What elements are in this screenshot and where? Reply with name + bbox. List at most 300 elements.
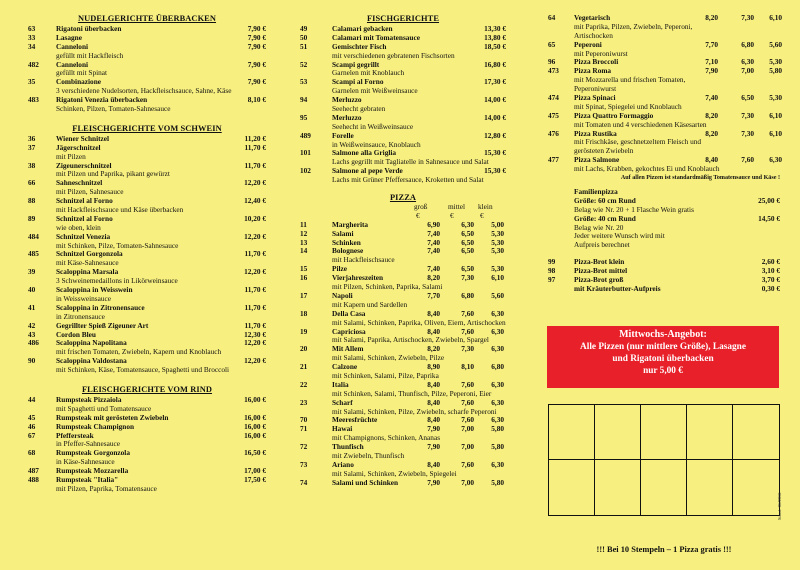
item-price: 5,30 bbox=[491, 228, 504, 238]
item-price: 7,70 bbox=[705, 39, 718, 49]
item-number: 70 bbox=[300, 415, 308, 425]
item-number: 473 bbox=[548, 66, 559, 76]
menu-line bbox=[300, 256, 506, 265]
item-description: mit Pilzen und Paprika, pikant gewürzt bbox=[56, 169, 170, 179]
item-price: 7,60 bbox=[461, 326, 474, 336]
item-name: Rumpsteak Pizzaiola bbox=[56, 394, 122, 404]
item-number: 65 bbox=[548, 39, 556, 49]
item-price: 11,20 € bbox=[244, 133, 266, 143]
item-name: Pfeffersteak bbox=[56, 430, 94, 440]
item-name: Pizza-Brot groß bbox=[574, 275, 624, 285]
item-name: Vegetarisch bbox=[574, 13, 611, 22]
menu-line bbox=[300, 354, 506, 363]
item-description: mit Käse-Sahnesauce bbox=[56, 258, 119, 268]
item-name: Jägerschnitzel bbox=[56, 142, 101, 152]
item-price: 8,40 bbox=[427, 326, 440, 336]
item-price: 10,20 € bbox=[244, 213, 266, 223]
menu-line bbox=[300, 176, 506, 185]
item-description: mit Pilzen, Schinken, Paprika, Salami bbox=[332, 282, 443, 292]
item-description: mit Pilzen bbox=[56, 151, 86, 161]
item-price: 7,60 bbox=[461, 397, 474, 407]
item-number: 44 bbox=[28, 394, 36, 404]
family-price: 25,00 € bbox=[758, 195, 780, 205]
item-price: 6,10 bbox=[491, 273, 504, 283]
stamp-cell bbox=[641, 460, 687, 515]
item-description: mit Frischkäse, geschnetzeltem Fleisch und bbox=[574, 137, 702, 147]
item-name: Schnitzel Venezia bbox=[56, 231, 111, 241]
menu-line bbox=[300, 416, 506, 425]
item-description: mit Salami, Paprika, Artischocken, Zwiebeln, Spargel bbox=[332, 335, 489, 345]
menu-line bbox=[300, 283, 506, 292]
family-size: Größe: 40 cm Rund bbox=[574, 213, 636, 223]
item-number: 14 bbox=[300, 246, 308, 256]
offer-price: nur 5,00 € bbox=[643, 366, 683, 376]
item-description: Garnelen mit Weißweinsauce bbox=[332, 86, 418, 96]
item-number: 476 bbox=[548, 128, 559, 138]
menu-line bbox=[300, 221, 506, 230]
item-price: 7,90 bbox=[705, 66, 718, 76]
menu-line bbox=[300, 319, 506, 328]
menu-line bbox=[28, 485, 266, 494]
item-price: 6,80 bbox=[491, 362, 504, 372]
item-description: mit Schinken, Salami, Pilze, Paprika bbox=[332, 370, 439, 380]
item-price: 2,60 € bbox=[761, 257, 780, 267]
item-price: 8,20 bbox=[705, 110, 718, 120]
section-title: FISCHGERICHTE bbox=[366, 14, 440, 23]
item-number: 40 bbox=[28, 285, 36, 295]
menu-line bbox=[300, 105, 506, 114]
item-price: 6,50 bbox=[461, 264, 474, 274]
item-price: 0,30 € bbox=[761, 283, 780, 293]
item-price: 7,60 bbox=[461, 415, 474, 425]
item-name: Thunfisch bbox=[332, 442, 364, 452]
item-price: 8,40 bbox=[427, 397, 440, 407]
item-number: 485 bbox=[28, 249, 39, 259]
item-price: 6,30 bbox=[769, 155, 782, 165]
item-price: 8,90 bbox=[427, 362, 440, 372]
spacer bbox=[28, 114, 266, 124]
menu-line bbox=[300, 301, 506, 310]
item-number: 88 bbox=[28, 196, 36, 206]
item-price: 16,00 € bbox=[244, 430, 266, 440]
item-number: 489 bbox=[300, 130, 311, 140]
item-description: in Käse-Sahnesauce bbox=[56, 457, 115, 467]
item-name: Hawai bbox=[332, 424, 353, 434]
item-number: 52 bbox=[300, 59, 308, 69]
item-number: 17 bbox=[300, 290, 308, 300]
item-name: Calamari gebacken bbox=[332, 24, 393, 33]
family-price: 14,50 € bbox=[758, 213, 780, 223]
item-price: 17,50 € bbox=[244, 474, 266, 484]
item-price: 6,30 bbox=[491, 326, 504, 336]
item-name: Mit Allem bbox=[332, 344, 364, 354]
item-price: 12,20 € bbox=[244, 231, 266, 241]
currency-header: € bbox=[450, 210, 454, 220]
item-price: 6,30 bbox=[491, 308, 504, 318]
item-description: Schinken, Pilzen, Tomaten-Sahnesauce bbox=[56, 104, 171, 114]
menu-line bbox=[300, 372, 506, 381]
item-description: in Weissweinsauce bbox=[56, 293, 112, 303]
item-price: 8,20 bbox=[705, 13, 718, 22]
item-price: 7,60 bbox=[461, 459, 474, 469]
item-price: 7,40 bbox=[427, 237, 440, 247]
item-price: 12,40 € bbox=[244, 196, 266, 206]
item-price: 6,30 bbox=[491, 459, 504, 469]
item-number: 37 bbox=[28, 142, 36, 152]
item-number: 41 bbox=[28, 302, 36, 312]
item-price: 5,30 bbox=[491, 246, 504, 256]
item-price: 13,30 € bbox=[484, 24, 506, 33]
menu-line bbox=[300, 52, 506, 61]
item-price: 11,70 € bbox=[244, 285, 266, 295]
item-number: 94 bbox=[300, 95, 308, 105]
offer-line: Alle Pizzen (nur mittlere Größe), Lasagne bbox=[580, 342, 746, 352]
item-price: 12,20 € bbox=[244, 338, 266, 348]
item-number: 484 bbox=[28, 231, 39, 241]
item-price: 6,30 bbox=[491, 344, 504, 354]
item-name: Pizza Broccoli bbox=[574, 57, 619, 67]
item-price: 11,70 € bbox=[244, 160, 266, 170]
item-description: in Pfeffer-Sahnesauce bbox=[56, 439, 120, 449]
menu-line bbox=[300, 452, 506, 461]
item-number: 487 bbox=[28, 466, 39, 476]
item-description: in Zitronensauce bbox=[56, 311, 105, 321]
item-description: mit Zwiebeln, Thunfisch bbox=[332, 450, 405, 460]
item-description: 3 verschiedene Nudelsorten, Hackfleischsauce, Sahne, Käse bbox=[56, 86, 232, 96]
wednesday-offer bbox=[547, 326, 779, 388]
item-price: 8,40 bbox=[705, 155, 718, 165]
family-extra: Jeder weitere Wunsch wird mit bbox=[574, 231, 665, 241]
item-price: 12,20 € bbox=[244, 178, 266, 188]
item-description: Seehecht in Weißweinsauce bbox=[332, 121, 414, 131]
item-number: 475 bbox=[548, 110, 559, 120]
menu-line bbox=[28, 105, 266, 114]
item-name: mit Kräuterbutter-Aufpreis bbox=[574, 283, 661, 293]
item-price: 7,30 bbox=[741, 13, 754, 22]
item-name: Salmone alla Griglia bbox=[332, 148, 397, 158]
item-name: Zigeunerschnitzel bbox=[56, 160, 112, 170]
item-name: Meeresfrüchte bbox=[332, 415, 378, 425]
section-title: FLEISCHGERICHTE VOM RIND bbox=[81, 384, 213, 394]
stamp-cell bbox=[733, 460, 779, 515]
item-description: mit Pilzen, Paprika, Tomatensauce bbox=[56, 483, 157, 493]
offer-title: Mittwochs-Angebot: bbox=[619, 329, 707, 340]
spacer bbox=[28, 375, 266, 385]
item-price: 7,90 bbox=[427, 477, 440, 487]
section-title: FLEISCHGERICHTE VOM SCHWEIN bbox=[72, 123, 222, 133]
item-price: 8,10 bbox=[461, 362, 474, 372]
family-size: Größe: 60 cm Rund bbox=[574, 195, 636, 205]
stamp-cell bbox=[641, 405, 687, 460]
item-name: Gemischter Fisch bbox=[332, 41, 387, 51]
item-number: 66 bbox=[28, 178, 36, 188]
item-number: 482 bbox=[28, 59, 39, 69]
item-number: 96 bbox=[548, 57, 556, 67]
item-number: 97 bbox=[548, 275, 556, 285]
size-header: mittel bbox=[448, 202, 466, 212]
item-name: Lasagne bbox=[56, 32, 82, 42]
item-name: Scaloppina Napolitana bbox=[56, 338, 127, 348]
item-name: Rumpsteak mit gerösteten Zwiebeln bbox=[56, 412, 169, 422]
menu-line bbox=[548, 165, 780, 174]
print-date: Stand: 06/2018 bbox=[777, 492, 782, 520]
item-price: 5,80 bbox=[491, 477, 504, 487]
item-name: Bolognese bbox=[332, 246, 364, 256]
item-number: 98 bbox=[548, 266, 556, 276]
item-price: 7,30 bbox=[741, 128, 754, 138]
currency-header: € bbox=[480, 210, 484, 220]
item-name: Scampi al Forno bbox=[332, 77, 384, 87]
item-number: 474 bbox=[548, 93, 559, 103]
item-price: 7,90 € bbox=[247, 41, 266, 51]
item-name: Vierjahreszeiten bbox=[332, 273, 384, 283]
item-price: 7,00 bbox=[461, 477, 474, 487]
item-name: Pizza Salmone bbox=[574, 155, 620, 165]
stamp-cell bbox=[549, 405, 595, 460]
item-number: 43 bbox=[28, 329, 36, 339]
menu-line bbox=[300, 212, 506, 221]
item-price: 5,60 bbox=[491, 290, 504, 300]
item-price: 8,10 € bbox=[247, 95, 266, 105]
item-number: 42 bbox=[28, 320, 36, 330]
item-price: 14,00 € bbox=[484, 112, 506, 122]
item-price: 6,30 bbox=[741, 57, 754, 67]
stamp-cell bbox=[595, 460, 641, 515]
item-name: Pizza-Brot klein bbox=[574, 257, 625, 267]
item-price: 7,30 bbox=[461, 273, 474, 283]
item-price: 6,10 bbox=[769, 13, 782, 22]
item-price: 6,30 bbox=[491, 397, 504, 407]
item-price: 7,40 bbox=[427, 228, 440, 238]
item-price: 6,50 bbox=[461, 246, 474, 256]
item-price: 7,90 € bbox=[247, 59, 266, 69]
item-name: Wiener Schnitzel bbox=[56, 133, 110, 143]
item-name: Margherita bbox=[332, 219, 369, 229]
item-name: Sahneschnitzel bbox=[56, 178, 103, 188]
item-name: Salami und Schinken bbox=[332, 477, 399, 487]
item-number: 74 bbox=[300, 477, 308, 487]
item-name: Rigatoni überbacken bbox=[56, 24, 122, 33]
size-header: groß bbox=[414, 202, 428, 212]
item-number: 13 bbox=[300, 237, 308, 247]
item-price: 7,60 bbox=[741, 155, 754, 165]
item-price: 7,30 bbox=[741, 110, 754, 120]
item-name: Scaloppina in Weisswein bbox=[56, 285, 133, 295]
item-number: 34 bbox=[28, 41, 36, 51]
item-price: 11,70 € bbox=[244, 320, 266, 330]
item-name: Forelle bbox=[332, 130, 354, 140]
item-price: 7,00 bbox=[461, 424, 474, 434]
item-number: 53 bbox=[300, 77, 308, 87]
item-price: 7,40 bbox=[705, 93, 718, 103]
item-number: 39 bbox=[28, 267, 36, 277]
item-name: Scaloppina Valdostana bbox=[56, 356, 127, 366]
item-name: Scampi gegrillt bbox=[332, 59, 380, 69]
item-name: Pizza Roma bbox=[574, 66, 612, 76]
menu-line bbox=[300, 230, 506, 239]
item-description: mit Peperoniwurst bbox=[574, 48, 628, 58]
currency-header: € bbox=[416, 210, 420, 220]
item-price: 8,40 bbox=[427, 459, 440, 469]
item-name: Capriciosa bbox=[332, 326, 366, 336]
item-name: Calzone bbox=[332, 362, 358, 372]
menu-line bbox=[300, 434, 506, 443]
menu-line bbox=[300, 239, 506, 248]
item-price: 11,70 € bbox=[244, 249, 266, 259]
item-price: 7,10 bbox=[705, 57, 718, 67]
item-description: mit Schinken, Salami, Thunfisch, Pilze, Peperoni, Eier bbox=[332, 388, 492, 398]
item-price: 8,40 bbox=[427, 308, 440, 318]
item-price: 12,80 € bbox=[484, 130, 506, 140]
item-name: Rumpsteak Mozzarella bbox=[56, 466, 129, 476]
item-name: Pizza Quattro Formaggio bbox=[574, 110, 654, 120]
item-number: 49 bbox=[300, 24, 308, 33]
item-name: Calamari mit Tomatensauce bbox=[332, 32, 420, 42]
item-price: 7,90 bbox=[427, 442, 440, 452]
offer-line: und Rigatoni überbacken bbox=[612, 354, 714, 364]
item-name: Scaloppina Marsala bbox=[56, 267, 119, 277]
item-price: 7,90 € bbox=[247, 77, 266, 87]
menu-line bbox=[28, 366, 266, 375]
item-number: 21 bbox=[300, 362, 308, 372]
item-number: 488 bbox=[28, 474, 39, 484]
item-price: 5,30 bbox=[491, 264, 504, 274]
stamp-cell bbox=[733, 405, 779, 460]
item-name: Merluzzo bbox=[332, 112, 362, 122]
item-description: in Weißweinsauce, Knoblauch bbox=[332, 139, 421, 149]
item-number: 68 bbox=[28, 448, 36, 458]
item-price: 12,20 € bbox=[244, 267, 266, 277]
item-description: mit verschiedenen gebratenen Fischsorten bbox=[332, 50, 455, 60]
item-name: Salmone al pepe Verde bbox=[332, 166, 403, 176]
item-name: Ariano bbox=[332, 459, 354, 469]
stamp-cell bbox=[595, 405, 641, 460]
item-price: 6,90 bbox=[427, 219, 440, 229]
item-price: 6,10 bbox=[769, 110, 782, 120]
item-number: 36 bbox=[28, 133, 36, 143]
item-price: 16,00 € bbox=[244, 421, 266, 431]
item-price: 7,40 bbox=[427, 264, 440, 274]
item-name: Schnitzel al Forno bbox=[56, 196, 113, 206]
item-price: 15,30 € bbox=[484, 166, 506, 176]
menu-line bbox=[300, 470, 506, 479]
item-price: 16,80 € bbox=[484, 59, 506, 69]
item-number: 483 bbox=[28, 95, 39, 105]
column-middle bbox=[300, 14, 506, 488]
item-description: mit Salami, Schinken, Paprika, Oliven, Eiern, Artischocken bbox=[332, 317, 506, 327]
item-description: mit Spaghetti und Tomatensauce bbox=[56, 403, 152, 413]
item-name: Schnitzel al Forno bbox=[56, 213, 113, 223]
family-description: Belag wie Nr. 20 + 1 Flasche Wein gratis bbox=[574, 204, 694, 214]
item-number: 64 bbox=[548, 13, 556, 22]
item-number: 18 bbox=[300, 308, 308, 318]
item-price: 6,30 bbox=[491, 415, 504, 425]
menu-line bbox=[300, 479, 506, 488]
item-price: 6,50 bbox=[461, 237, 474, 247]
item-price: 6,50 bbox=[461, 228, 474, 238]
item-price: 7,90 bbox=[427, 424, 440, 434]
item-number: 22 bbox=[300, 379, 308, 389]
item-price: 8,20 bbox=[427, 273, 440, 283]
menu-line bbox=[548, 241, 780, 250]
item-description: Garnelen mit Knoblauch bbox=[332, 68, 405, 78]
item-number: 46 bbox=[28, 421, 36, 431]
item-number: 12 bbox=[300, 228, 308, 238]
menu-line bbox=[300, 247, 506, 256]
item-description: mit Salami, Schinken, Zwiebeln, Pilze bbox=[332, 353, 445, 363]
item-description: Lachs gegrillt mit Tagliatelle in Sahnesauce und Salat bbox=[332, 157, 489, 167]
item-number: 477 bbox=[548, 155, 559, 165]
item-description: gerösteten Zwiebeln bbox=[574, 146, 634, 156]
item-price: 12,20 € bbox=[244, 356, 266, 366]
item-description: mit Hackfleischsauce bbox=[332, 255, 395, 265]
menu-line bbox=[300, 265, 506, 274]
item-name: Peperoni bbox=[574, 39, 602, 49]
item-description: Artischocken bbox=[574, 30, 613, 40]
item-description: 3 Schweinemedaillons in Likörweinsauce bbox=[56, 276, 178, 286]
item-price: 12,30 € bbox=[244, 329, 266, 339]
item-name: Pizza Spinaci bbox=[574, 93, 616, 103]
item-number: 72 bbox=[300, 442, 308, 452]
item-description: mit frischen Tomaten, Zwiebeln, Kapern und Knoblauch bbox=[56, 347, 222, 357]
item-name: Rigatoni Venezia überbacken bbox=[56, 95, 148, 105]
stamp-cell bbox=[687, 460, 733, 515]
item-number: 67 bbox=[28, 430, 36, 440]
item-number: 71 bbox=[300, 424, 308, 434]
item-name: Merluzzo bbox=[332, 95, 362, 105]
item-description: gefüllt mit Hackfleisch bbox=[56, 50, 124, 60]
item-number: 486 bbox=[28, 338, 39, 348]
item-price: 5,80 bbox=[491, 442, 504, 452]
item-description: mit Pilzen, Sahnesauce bbox=[56, 187, 124, 197]
item-name: Scharf bbox=[332, 397, 353, 407]
item-description: mit Hackfleischsauce und Käse überbacken bbox=[56, 205, 184, 215]
item-number: 38 bbox=[28, 160, 36, 170]
item-number: 16 bbox=[300, 273, 308, 283]
item-description: mit Paprika, Pilzen, Zwiebeln, Peperoni, bbox=[574, 21, 693, 31]
item-name: Rumpsteak Gorgonzola bbox=[56, 448, 130, 458]
stamp-card-footer: !!! Bei 10 Stempeln – 1 Pizza gratis !!! bbox=[596, 545, 732, 554]
item-price: 6,50 bbox=[741, 93, 754, 103]
item-name: Pizza-Brot mittel bbox=[574, 266, 628, 276]
item-number: 90 bbox=[28, 356, 36, 366]
item-price: 5,80 bbox=[491, 424, 504, 434]
item-name: Schinken bbox=[332, 237, 361, 247]
item-name: Della Casa bbox=[332, 308, 366, 318]
item-number: 33 bbox=[28, 32, 36, 42]
menu-line bbox=[300, 87, 506, 96]
item-number: 50 bbox=[300, 32, 308, 42]
item-price: 11,70 € bbox=[244, 302, 266, 312]
item-description: mit Salami, Schinken, Pilze, Zwiebeln, scharfe Peperoni bbox=[332, 406, 497, 416]
item-name: Pilze bbox=[332, 264, 347, 274]
item-description: mit Lachs, Krabben, gekochtes Ei und Knoblauch bbox=[574, 164, 720, 174]
item-description: mit Champignons, Schinken, Ananas bbox=[332, 433, 441, 443]
item-price: 5,30 bbox=[769, 57, 782, 67]
pizza-note: Auf allen Pizzen ist standardmäßig Tomatensauce und Käse ! bbox=[620, 175, 780, 182]
item-name: Italia bbox=[332, 379, 349, 389]
section-title: NUDELGERICHTE ÜBERBACKEN bbox=[77, 14, 217, 23]
item-price: 13,80 € bbox=[484, 32, 506, 42]
item-name: Pizza Rustika bbox=[574, 128, 617, 138]
item-number: 19 bbox=[300, 326, 308, 336]
item-name: Canneloni bbox=[56, 41, 89, 51]
item-name: Scaloppina in Zitronensauce bbox=[56, 302, 145, 312]
item-description: mit Tomaten und 4 verschiedenen Käsesarten bbox=[574, 119, 707, 129]
item-price: 7,30 bbox=[461, 344, 474, 354]
item-description: mit Schinken, Käse, Tomatensauce, Spaghetti und Broccoli bbox=[56, 365, 230, 375]
item-description: Peperoniwurst bbox=[574, 84, 617, 94]
